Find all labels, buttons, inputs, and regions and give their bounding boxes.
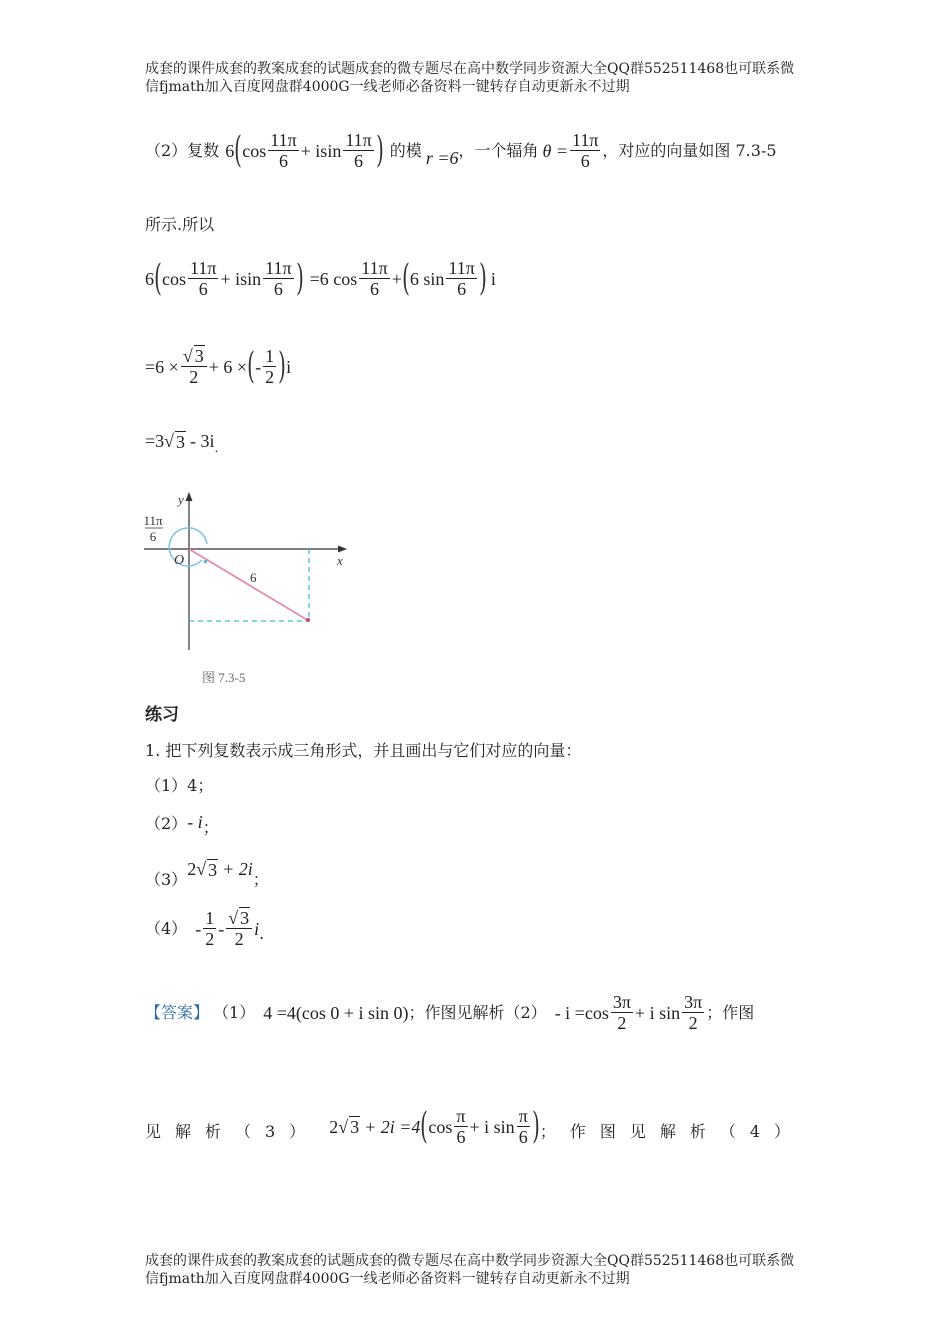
answer-p2-mid: + i sin (634, 1002, 681, 1023)
answer-line-2: 见解析（3） 2 √ 3 + 2i =4 ( cos $\frac{\pi}{6}$ + i sin $\frac{\pi}{6}$ ) ；作图见解析（4） (145, 1105, 805, 1147)
modulus-text: 的模 (389, 140, 422, 160)
eq1-sixsin: 6 sin (409, 268, 445, 289)
item2-label: （2） (145, 814, 188, 833)
left-paren: ( (234, 129, 243, 171)
part2-statement (145, 130, 777, 171)
fraction: $\frac{1}{2}$ (265, 346, 275, 387)
fraction: $\frac{3\pi}{2}$ (612, 992, 631, 1033)
item3-end: ； (252, 870, 269, 889)
item3-sqrt: 3 (208, 859, 218, 880)
right-paren: ) (278, 345, 286, 387)
eq1-coef: 6 (145, 268, 154, 289)
answer-p2-after: ；作图 (706, 1002, 755, 1022)
fraction: $\frac{1}{2}$ (205, 908, 215, 949)
eq2-start: =6 × (145, 356, 179, 377)
eq3-dot: . (214, 441, 219, 455)
cos-text: cos (242, 140, 267, 161)
answer-p3-mid: + i sin (469, 1116, 515, 1137)
item4-neg: - (195, 918, 202, 939)
eq1-isin: + isin (220, 268, 262, 289)
fraction: $\frac{11\pi}{6}$ (361, 258, 388, 299)
left-paren: ( (402, 257, 410, 299)
vector-endpoint (306, 618, 310, 622)
y-axis-arrow (186, 492, 193, 501)
eq1-i: i (490, 268, 496, 289)
length-label: 6 (250, 570, 257, 585)
eq1-cos: cos (162, 268, 187, 289)
fraction: $\frac{11\pi}{6}$ (345, 130, 372, 171)
right-paren: ) (478, 257, 487, 299)
angle-label-num: 11π (143, 513, 163, 528)
eq1-eq: =6 cos (309, 268, 358, 289)
figure-7-3-5 (140, 488, 360, 688)
part2-line2: 所示.所以 (145, 215, 215, 234)
part2-coef: 6 (225, 140, 235, 161)
x-label: x (337, 553, 343, 568)
item4-i: i (254, 918, 260, 939)
eq2-mid: + 6 × (208, 356, 248, 377)
header-line-1: 成套的课件成套的教案成套的试题成套的微专题尽在高中数学同步资源大全QQ群552511468也可联系微 (145, 61, 795, 77)
angle-label-den: 6 (149, 529, 157, 544)
eq3-prefix: =3 (145, 431, 165, 451)
exercise-title: 练习 (145, 705, 179, 725)
exercise-item-4 (145, 908, 264, 949)
left-paren: ( (154, 257, 162, 299)
answer-p3-b: + 2i =4 (364, 1116, 421, 1137)
left-paren: ( (420, 1105, 429, 1147)
exercise-item-2 (145, 810, 219, 838)
fraction: $\frac{√ 3}{2}$ (181, 346, 207, 387)
eq2-i: i (286, 356, 292, 377)
answer-p3-cos: cos (428, 1116, 453, 1137)
answer-p3-after: ；作图见解析（4） (539, 1121, 805, 1141)
part2-label: （2）复数 (145, 140, 220, 160)
fraction: $\frac{√ 3}{2}$ (226, 908, 252, 949)
r-expression: r =6 (425, 147, 459, 168)
left-paren: ( (247, 345, 255, 387)
exercise-question: 1. 把下列复数表示成三角形式，并且画出与它们对应的向量： (145, 741, 582, 760)
header-notice (145, 60, 825, 96)
item3-label: （3） (145, 870, 188, 889)
vector-text: ，对应的向量如图 7.3-5 (602, 140, 777, 160)
fraction: $\frac{\pi}{6}$ (456, 1106, 466, 1147)
theta-expression: θ = (542, 140, 568, 161)
exercise-item-1: （1）4； (145, 776, 214, 795)
footer-notice (145, 1252, 825, 1288)
item4-label: （4） (145, 918, 188, 938)
fraction: $\frac{11\pi}{6}$ (270, 130, 297, 171)
fraction: $\frac{11\pi}{6}$ (265, 258, 292, 299)
item2-end: ； (202, 818, 219, 837)
right-paren: ) (531, 1105, 540, 1147)
answer-tag: 【答案】 (145, 1002, 210, 1022)
eq2-neg: - (255, 356, 262, 377)
footer-line-1: 成套的课件成套的教案成套的试题成套的微专题尽在高中数学同步资源大全QQ群552511468也可联系微 (145, 1253, 795, 1269)
exercise-item-3: （3） 2 √ 3 + 2i ； (145, 859, 269, 889)
fraction: $\frac{11\pi}{6}$ (448, 258, 475, 299)
right-paren: ) (295, 257, 304, 299)
answer-p1-label: （1） (213, 1002, 256, 1022)
eq3-suffix: - 3i (190, 431, 215, 451)
answer-p1-after: ；作图见解析（2） (408, 1002, 547, 1022)
equation-2 (145, 346, 291, 387)
isin-text: + isin (300, 140, 342, 161)
answer-p2-lhs: - i =cos (554, 1002, 609, 1023)
item3-a: 2 (187, 859, 197, 879)
argument-text: ，一个辐角 (458, 140, 539, 160)
item4-end: . (259, 923, 265, 943)
eq3-sqrt: 3 (176, 431, 186, 452)
answer-l2-text: 见解析（3） (145, 1121, 320, 1141)
fraction: $\frac{11\pi}{6}$ (190, 258, 217, 299)
answer-p1-expr: 4 =4(cos 0 + i sin 0) (263, 1002, 409, 1023)
y-label: y (178, 492, 184, 507)
right-paren: ) (375, 129, 384, 171)
item4-minus: - (218, 918, 225, 939)
item2-expr: - i (187, 812, 203, 832)
x-axis-arrow (338, 546, 347, 553)
equation-1 (145, 258, 496, 299)
answer-p3-sqrt: 3 (350, 1117, 360, 1137)
eq1-plus: + (391, 268, 402, 289)
figure-caption: 图 7.3-5 (202, 670, 246, 685)
item3-b: + 2i (222, 859, 253, 879)
answer-p3-a: 2 (329, 1116, 339, 1137)
footer-line-2: 信fjmath加入百度网盘群4000G一线老师必备资料一键转存自动更新永不过期 (145, 1271, 630, 1287)
header-line-2: 信fjmath加入百度网盘群4000G一线老师必备资料一键转存自动更新永不过期 (145, 79, 630, 95)
equation-3: =3 √ 3 - 3i . (145, 424, 218, 458)
vector (189, 549, 309, 621)
fraction: $\frac{11\pi}{6}$ (571, 130, 599, 171)
origin-label: O (174, 553, 185, 568)
fraction: $\frac{\pi}{6}$ (518, 1106, 528, 1147)
fraction: $\frac{3\pi}{2}$ (684, 992, 703, 1033)
answer-line-1 (145, 992, 754, 1033)
